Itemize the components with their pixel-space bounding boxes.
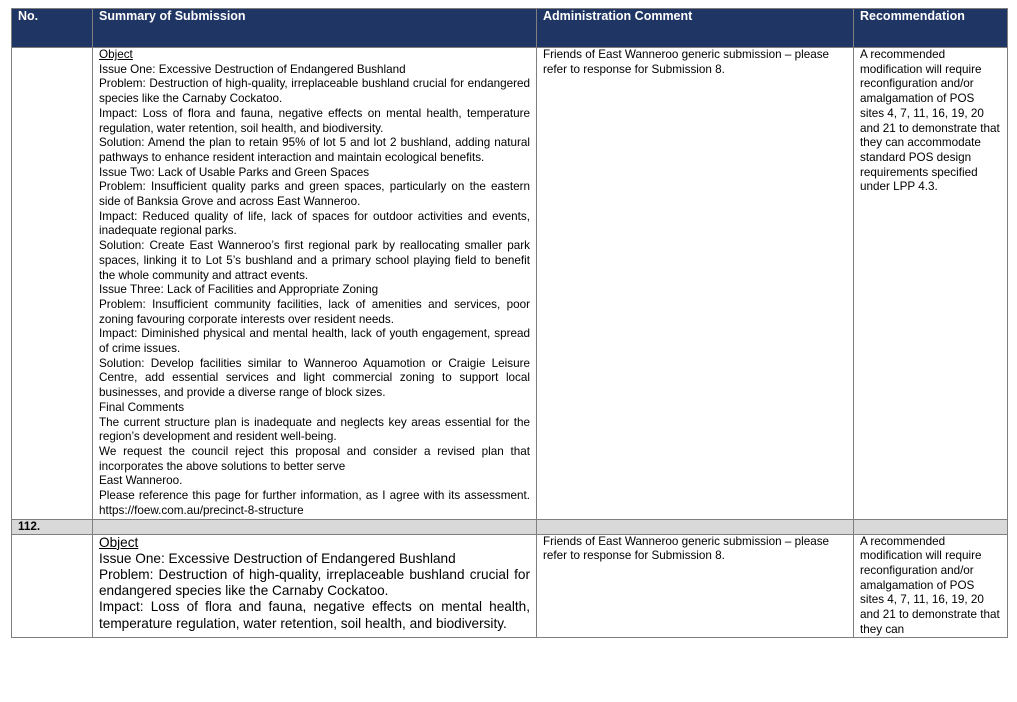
- submissions-table: [11, 8, 1008, 638]
- summary-line: We request the council reject this proposal and consider a revised plan that incorporates the above solutions to better serve: [99, 444, 530, 473]
- header-recommendation: Recommendation: [854, 9, 1008, 48]
- summary-line: Issue Three: Lack of Facilities and Appropriate Zoning: [99, 283, 379, 297]
- summary-line: Impact: Reduced quality of life, lack of spaces for outdoor activities and events, inadequate regional parks.: [99, 209, 530, 238]
- summary-line: Problem: Insufficient community facilities, lack of amenities and services, poor zoning favouring corporate interests over resident needs.: [99, 297, 530, 326]
- header-row: [12, 9, 1008, 48]
- summary-line: Final Comments: [99, 400, 185, 414]
- summary-line: Object: [99, 48, 133, 61]
- recommendation: A recommended modification will require reconfiguration and/or amalgamation of POS sites 4, 7, 11, 16, 19, 20 and 21 to demonstrate that they can accommodate standard POS design requirements specified under LPP 4.3.: [854, 48, 1008, 520]
- summary-line: East Wanneroo.: [99, 474, 183, 488]
- header-summary: Summary of Submission: [93, 9, 537, 48]
- summary-line: Problem: Destruction of high-quality, irreplaceable bushland crucial for endangered species like the Carnaby Cockatoo.: [99, 566, 530, 599]
- submission-number: 112.: [12, 519, 93, 534]
- summary-line: Object: [99, 534, 139, 550]
- summary-line: Please reference this page for further information, as I agree with its assessment. https://foew.com.au/precinct-8-structure: [99, 489, 530, 517]
- summary-line: Impact: Loss of flora and fauna, negative effects on mental health, temperature regulation, water retention, soil health, and biodiversity.: [99, 599, 530, 631]
- submission-summary: [93, 534, 537, 638]
- summary-line: Impact: Loss of flora and fauna, negative effects on mental health, temperature regulation, water retention, soil health, and biodiversity.: [99, 106, 530, 135]
- summary-line: The current structure plan is inadequate and neglects key areas essential for the region’s development and resident well-being.: [99, 415, 530, 444]
- header-no: No.: [12, 9, 93, 48]
- submission-number: [12, 48, 93, 520]
- summary-line: Solution: Amend the plan to retain 95% of lot 5 and lot 2 bushland, adding natural pathways to enhance resident interaction and maintain ecological benefits.: [99, 136, 530, 164]
- summary-line: Solution: Develop facilities similar to Wanneroo Aquamotion or Craigie Leisure Centre, add essential services and light commercial zoning to support local businesses, and provide a diverse range of block sizes.: [99, 356, 530, 400]
- admin-comment: Friends of East Wanneroo generic submission – please refer to response for Submission 8.: [537, 534, 854, 638]
- summary-line: Solution: Create East Wanneroo’s first regional park by reallocating smaller park spaces, linking it to Lot 5’s bushland and a primary school playing field to benefit the whole community and attract events.: [99, 239, 530, 282]
- submission-row: [12, 48, 1008, 520]
- summary-line: Impact: Diminished physical and mental health, lack of youth engagement, spread of crime issues.: [99, 327, 530, 356]
- submission-number-row: [12, 519, 1008, 534]
- summary-line: Issue Two: Lack of Usable Parks and Green Spaces: [99, 165, 370, 179]
- summary-line: Problem: Insufficient quality parks and green spaces, particularly on the eastern side of Banksia Grove and across East Wanneroo.: [99, 180, 530, 209]
- submission-summary: [93, 48, 537, 520]
- submission-row: [12, 534, 1008, 638]
- summary-line: Issue One: Excessive Destruction of Endangered Bushland: [99, 550, 456, 566]
- admin-comment: Friends of East Wanneroo generic submission – please refer to response for Submission 8.: [537, 48, 854, 520]
- recommendation: A recommended modification will require reconfiguration and/or amalgamation of POS sites 4, 7, 11, 16, 19, 20 and 21 to demonstrate that they can: [854, 534, 1008, 638]
- summary-line: Problem: Destruction of high-quality, irreplaceable bushland crucial for endangered species like the Carnaby Cockatoo.: [99, 77, 530, 106]
- header-admin-comment: Administration Comment: [537, 9, 854, 48]
- summary-line: Issue One: Excessive Destruction of Endangered Bushland: [99, 62, 406, 76]
